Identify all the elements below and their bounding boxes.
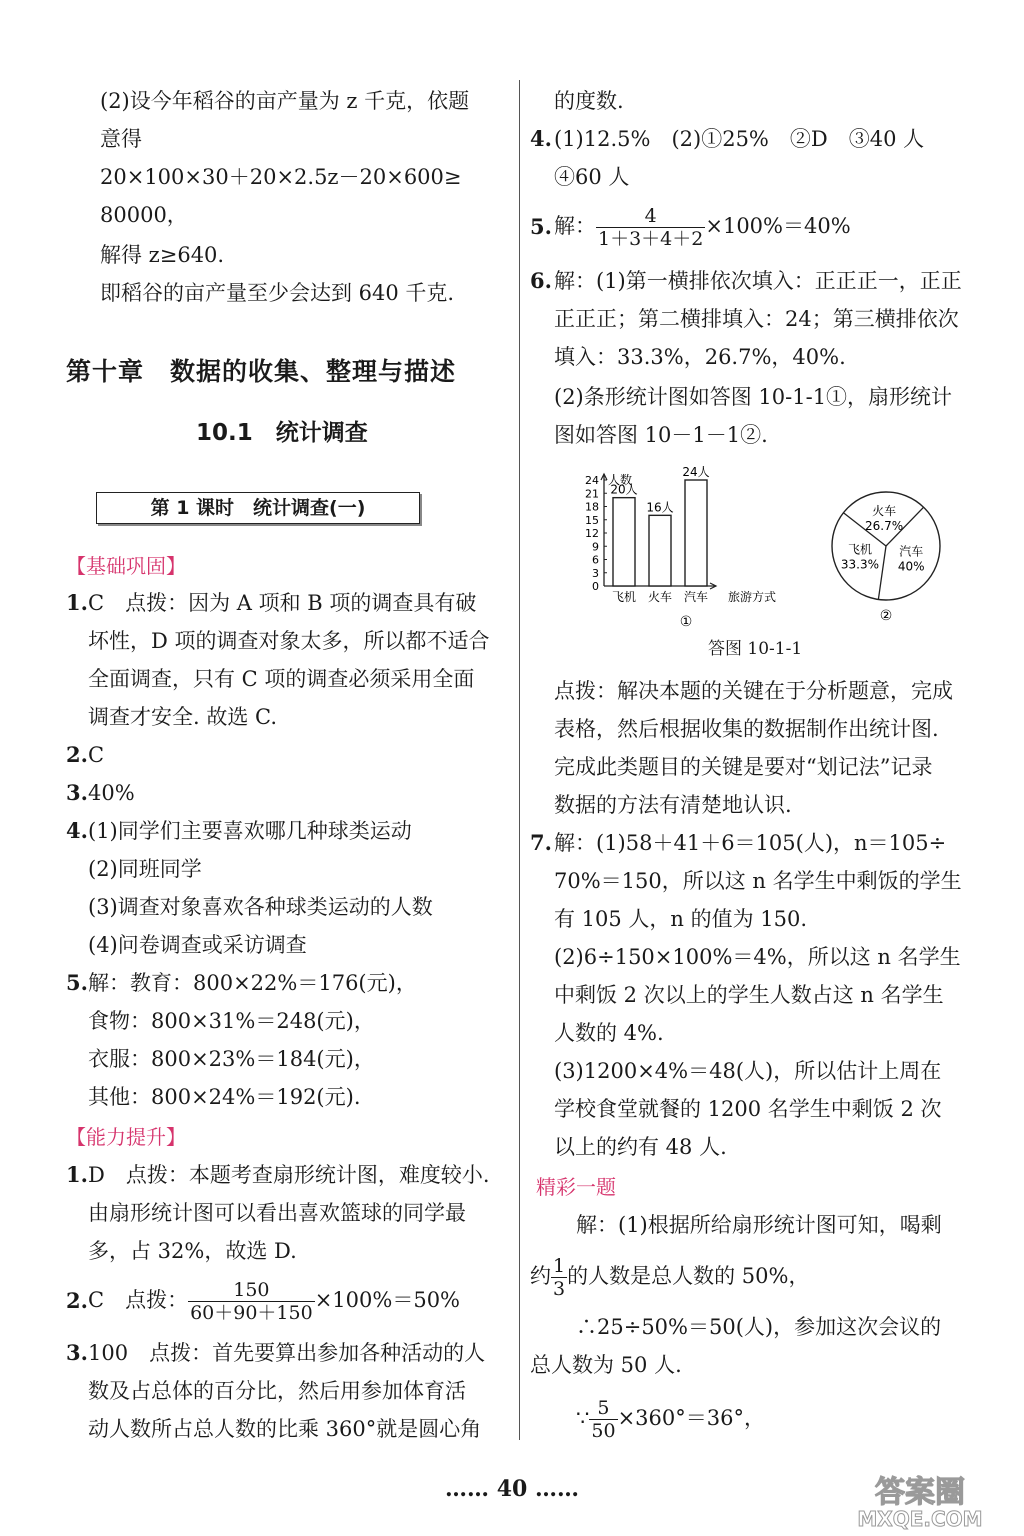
text-line: 即稻谷的亩产量至少会达到 640 千克.	[100, 281, 455, 305]
answer-line: (3)1200×4%＝48(人)，所以估计上周在	[554, 1059, 942, 1083]
x-tick-label: 汽车	[683, 590, 709, 604]
tip-line: 数据的方法有清楚地认识.	[554, 793, 792, 817]
y-tick-label: 12	[585, 527, 599, 540]
answer-line: (2)6÷150×100%＝4%，所以这 n 名学生	[554, 945, 961, 969]
answer-line: 以上的约有 48 人.	[554, 1135, 727, 1159]
answer-line	[530, 1248, 809, 1304]
answer-line: 人数的 4%.	[554, 1021, 664, 1045]
x-tick-label: 火车	[647, 590, 673, 604]
lesson-title: 第 1 课时 统计调查(一)	[96, 492, 420, 524]
answer-line: 学校食堂就餐的 1200 名学生中剩饭 2 次	[554, 1097, 942, 1121]
answer-line: 动人数所占总人数的比乘 360°就是圆心角	[88, 1417, 482, 1441]
answer-line: 由扇形统计图可以看出喜欢篮球的同学最	[88, 1201, 466, 1225]
bar-value-label: 20人	[610, 482, 638, 497]
fraction-denominator: 50	[591, 1420, 616, 1442]
answer-text: C 点拨：	[88, 1288, 189, 1312]
fraction	[188, 1279, 315, 1324]
x-tick-label: 飞机	[611, 590, 637, 604]
answer-line: C 点拨：因为 A 项和 B 项的调查具有破	[88, 591, 477, 615]
answer-line: ④60 人	[554, 165, 630, 189]
watermark-logo	[832, 1468, 1008, 1532]
answer-text: 约	[530, 1264, 551, 1288]
text-line: 意得	[100, 127, 142, 151]
answer-line: D 点拨：本题考查扇形统计图，难度较小.	[88, 1163, 490, 1187]
answer-line: 解：(1)第一横排依次填入：正正正一，正正	[554, 269, 962, 293]
y-axis-label: 人数	[608, 473, 633, 487]
tip-line: 完成此类题目的关键是要对“划记法”记录	[554, 755, 933, 779]
answer-text: 解：	[554, 214, 596, 238]
y-tick-label: 6	[592, 553, 599, 567]
answer-line: 坏性，D 项的调查对象太多，所以都不适合	[88, 629, 490, 653]
y-tick-label: 0	[592, 580, 599, 593]
tag-basic: 【基础巩固】	[66, 554, 186, 578]
watermark-top: 答案圈	[875, 1475, 965, 1510]
pie-slice-label: 26.7%	[865, 518, 904, 533]
answer-line: (1)同学们主要喜欢哪几种球类运动	[88, 819, 412, 843]
answer-text: ×360°＝36°，	[617, 1406, 765, 1430]
pie-slice-name: 汽车	[899, 544, 924, 559]
pie-slice-label: 33.3%	[840, 557, 880, 572]
fraction	[596, 205, 705, 250]
answer-line: ∴25÷50%＝50(人)，参加这次会议的	[576, 1315, 942, 1339]
page-number: …… 40 ……	[445, 1476, 579, 1502]
item-number: 1.	[66, 1162, 88, 1187]
fraction	[589, 1397, 617, 1442]
pie-chart	[816, 478, 966, 628]
section-title: 10.1 统计调查	[196, 420, 368, 446]
answer-line: 食物：800×31%＝248(元)，	[88, 1009, 375, 1033]
item-number: 4.	[66, 818, 88, 843]
bar-value-label: 16人	[646, 500, 674, 515]
text-line: 20×100×30＋20×2.5z－20×600≥	[100, 165, 462, 189]
item-number: 3.	[66, 1340, 88, 1365]
item-number: 1.	[66, 590, 88, 615]
tip-line: 表格，然后根据收集的数据制作出统计图.	[554, 717, 939, 741]
answer-line: 解：教育：800×22%＝176(元)，	[88, 971, 417, 995]
answer-text: ×100%＝40%	[705, 214, 851, 238]
fraction	[551, 1255, 567, 1300]
answer-line: 70%＝150，所以这 n 名学生中剩饭的学生	[554, 869, 962, 893]
answer-text: 的人数是总人数的 50%，	[567, 1264, 810, 1288]
bar-chart	[568, 466, 804, 632]
watermark-bottom: MXQE.COM	[857, 1507, 983, 1531]
item-number: 2.	[66, 742, 88, 767]
answer-text: ∵	[576, 1406, 590, 1430]
answer-text: ×100%＝50%	[314, 1288, 461, 1312]
answer-line: (1)12.5% (2)①25% ②D ③40 人	[554, 127, 925, 151]
fraction-numerator: 1	[553, 1255, 566, 1277]
answer-line: 其他：800×24%＝192(元).	[88, 1085, 361, 1109]
pie-slice	[898, 544, 925, 573]
answer-line: 解：(1)根据所给扇形统计图可知，喝剩	[576, 1213, 942, 1237]
text-line: 解得 z≥640.	[100, 243, 225, 267]
column-divider	[519, 80, 520, 1440]
pie-slice-label: 40%	[897, 559, 925, 574]
y-tick-label: 3	[592, 566, 599, 580]
fraction-numerator: 5	[589, 1397, 617, 1420]
answer-line: 正正正；第二横排填入：24；第三横排依次	[554, 307, 959, 331]
y-tick-label: 9	[592, 540, 599, 554]
answer-line: 100 点拨：首先要算出参加各种活动的人	[88, 1341, 486, 1365]
tip-line: 点拨：解决本题的关键在于分析题意，完成	[554, 679, 953, 703]
answer-line: C	[88, 743, 105, 767]
chart-sublabel: ②	[879, 608, 893, 624]
tag-ability: 【能力提升】	[66, 1125, 186, 1149]
answer-line: 全面调查，只有 C 项的调查必须采用全面	[88, 667, 475, 691]
answer-line: 衣服：800×23%＝184(元)，	[88, 1047, 375, 1071]
answer-line: 总人数为 50 人.	[530, 1353, 682, 1377]
answer-line: 填入：33.3%，26.7%，40%.	[554, 345, 846, 369]
answer-line	[554, 198, 851, 254]
answer-line	[576, 1390, 765, 1446]
y-tick-label: 21	[585, 487, 599, 501]
item-number: 7.	[530, 830, 552, 855]
answer-line: 有 105 人，n 的值为 150.	[554, 907, 808, 931]
answer-line: 调查才安全. 故选 C.	[88, 705, 278, 729]
pie-slice-name: 飞机	[847, 542, 872, 557]
bar	[685, 480, 707, 586]
item-number: 3.	[66, 780, 88, 805]
chart-sublabel: ①	[679, 614, 693, 630]
answer-line: 多，占 32%，故选 D.	[88, 1239, 297, 1263]
item-number: 5.	[66, 970, 88, 995]
item-number: 2.	[66, 1288, 88, 1313]
fraction-denominator: 1＋3＋4＋2	[598, 228, 704, 250]
chapter-title: 第十章 数据的收集、整理与描述	[66, 357, 457, 386]
answer-line: (2)条形统计图如答图 10-1-1①，扇形统计	[554, 385, 953, 409]
answer-line: 的度数.	[554, 89, 624, 113]
fraction-numerator: 4	[596, 205, 705, 228]
answer-line: (2)同班同学	[88, 857, 202, 881]
answer-line: (4)问卷调查或采访调查	[88, 933, 307, 957]
y-tick-label: 18	[585, 500, 599, 514]
answer-line: 40%	[88, 781, 135, 805]
tag-featured: 精彩一题	[536, 1175, 616, 1199]
answer-line: 解：(1)58＋41＋6＝105(人)，n＝105÷	[554, 831, 947, 855]
pie-slice-name: 火车	[872, 503, 897, 518]
fraction-denominator: 3	[553, 1278, 566, 1300]
y-tick-label: 15	[585, 513, 599, 527]
answer-line: 中剩饭 2 次以上的学生人数占这 n 名学生	[554, 983, 944, 1007]
bar	[613, 498, 635, 586]
y-tick-label: 24	[585, 474, 599, 487]
answer-line	[88, 1272, 460, 1328]
item-number: 6.	[530, 268, 552, 293]
x-axis-label: 旅游方式	[728, 590, 777, 604]
bar	[649, 515, 671, 586]
item-number: 5.	[530, 214, 552, 239]
bar-value-label: 24人	[682, 466, 710, 479]
chart-caption: 答图 10-1-1	[708, 639, 803, 659]
item-number: 4.	[530, 126, 552, 151]
answer-line: (3)调查对象喜欢各种球类运动的人数	[88, 895, 433, 919]
text-line: (2)设今年稻谷的亩产量为 z 千克，依题	[100, 89, 470, 113]
answer-line: 数及占总体的百分比，然后用参加体育活	[88, 1379, 466, 1403]
text-line: 80000，	[100, 203, 188, 227]
fraction-denominator: 60＋90＋150	[190, 1302, 313, 1324]
answer-line: 图如答图 10－1－1②.	[554, 423, 768, 447]
fraction-numerator: 150	[188, 1279, 315, 1302]
